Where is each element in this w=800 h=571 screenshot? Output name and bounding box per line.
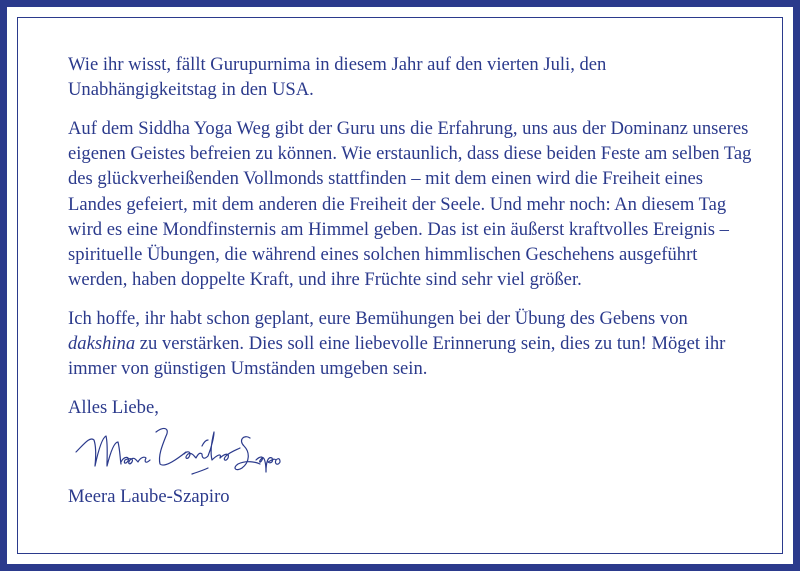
signer-name: Meera Laube-Szapiro [68,486,230,508]
paragraph-dakshina-start: Ich hoffe, ihr habt schon geplant, eure Bemühungen bei der Übung des Gebens von [68,307,688,329]
paragraph-siddha-yoga: Auf dem Siddha Yoga Weg gibt der Guru uns die Erfahrung, uns aus der Dominanz unseres eigenen Geistes befreien zu können. Wie erstaunlich, dass diese beiden Feste am selben Tag des glückverheißenden Vollmonds stattfinden – mit dem einen wird die Freiheit eines Landes gefeiert, mit dem anderen die Freiheit der Seele. Und mehr noch: An diesem Tag wird es eine Mondfinsternis am Himmel geben. Das ist ein äußerst kraftvolles Ereignis – spirituelle Übungen, die während eines solchen himmlischen Geschehens ausgeführt werden, haben doppelte Kraft, und ihre Früchte sind sehr viel größer. [68,117,752,291]
dakshina-term: dakshina [68,333,136,355]
closing-salutation: Alles Liebe, [68,396,159,418]
paragraph-dakshina-end: zu verstärken. Dies soll eine liebevolle Erinnerung sein, dies zu tun! Möget ihr immer von günstigen Umständen umgeben sein. [68,333,726,380]
paragraph-gurupurnima: Wie ihr wisst, fällt Gurupurnima in diesem Jahr auf den vierten Juli, den Unabhängigkeitstag in den USA. [68,54,607,101]
letter-body [68,52,758,509]
paragraph-dakshina [68,306,758,382]
handwritten-signature [74,422,284,484]
